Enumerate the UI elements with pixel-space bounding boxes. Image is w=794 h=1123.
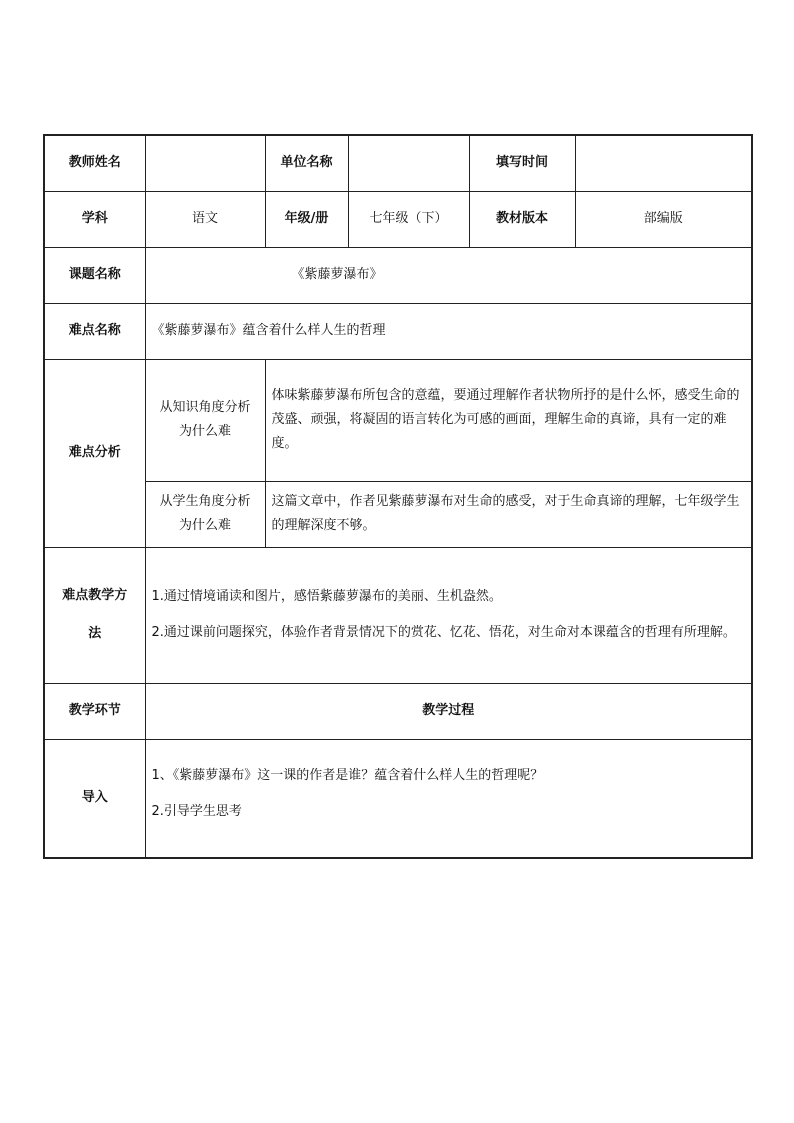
intro-content: [145, 739, 752, 858]
lesson-plan-document: [43, 134, 751, 859]
process-label: 教学过程: [145, 683, 752, 739]
subject-label: 学科: [44, 191, 145, 247]
topic-label: 课题名称: [44, 247, 145, 303]
edition-label: 教材版本: [469, 191, 575, 247]
info-row: [44, 191, 752, 247]
knowledge-angle-line-1: 从知识角度分析: [159, 400, 251, 415]
method-item-2: 2.通过课前问题探究，体验作者背景情况下的赏花、忆花、悟花，对生命对本课蕴含的哲理有所理解。: [151, 625, 736, 640]
intro-row: [44, 739, 752, 858]
grade-value: 七年级（下）: [348, 191, 469, 247]
intro-item-2: 2.引导学生思考: [151, 803, 242, 819]
fill-time-label: 填写时间: [469, 135, 575, 191]
edition-value: 部编版: [575, 191, 752, 247]
student-angle-paragraph: 这篇文章中，作者见紫藤萝瀑布对生命的感受，对于生命真谛的理解，七年级学生的理解深度不够。: [271, 494, 740, 533]
method-label: [44, 547, 145, 683]
difficulty-row: [44, 303, 752, 359]
method-row: [44, 547, 752, 683]
method-label-line-1: 难点教学方: [62, 588, 128, 603]
topic-row: [44, 247, 752, 303]
topic-value: 《紫藤萝瀑布》: [145, 247, 752, 303]
grade-label: 年级/册: [265, 191, 348, 247]
unit-name-value: [348, 135, 469, 191]
knowledge-angle-text: [265, 359, 752, 481]
difficulty-value: 《紫藤萝瀑布》蕴含着什么样人生的哲理: [145, 303, 752, 359]
stage-label: 教学环节: [44, 683, 145, 739]
intro-item-1: 1、《紫藤萝瀑布》这一课的作者是谁？蕴含着什么样人生的哲理呢？: [151, 767, 544, 783]
analysis-label: 难点分析: [44, 359, 145, 547]
method-content: [145, 547, 752, 683]
knowledge-angle-paragraph: 体味紫藤萝瀑布所包含的意蕴，要通过理解作者状物所抒的是什么怀，感受生命的茂盛、顽强，将凝固的语言转化为可感的画面，理解生命的真谛，具有一定的难度。: [271, 388, 740, 451]
lesson-plan-table: [43, 134, 753, 859]
unit-name-label: 单位名称: [265, 135, 348, 191]
analysis-knowledge-row: [44, 359, 752, 481]
method-label-line-2: 法: [88, 626, 102, 641]
process-header-row: [44, 683, 752, 739]
knowledge-angle-label: [145, 359, 265, 481]
teacher-name-value: [145, 135, 265, 191]
intro-label: 导入: [44, 739, 145, 858]
student-angle-text: [265, 481, 752, 547]
student-angle-line-1: 从学生角度分析: [159, 494, 251, 509]
student-angle-label: [145, 481, 265, 547]
teacher-name-label: 教师姓名: [44, 135, 145, 191]
student-angle-line-2: 为什么难: [178, 518, 231, 533]
header-row: [44, 135, 752, 191]
difficulty-label: 难点名称: [44, 303, 145, 359]
knowledge-angle-line-2: 为什么难: [178, 424, 231, 439]
subject-value: 语文: [145, 191, 265, 247]
method-item-1: 1.通过情境诵读和图片，感悟紫藤萝瀑布的美丽、生机盎然。: [151, 589, 502, 604]
analysis-student-row: [44, 481, 752, 547]
fill-time-value: [575, 135, 752, 191]
